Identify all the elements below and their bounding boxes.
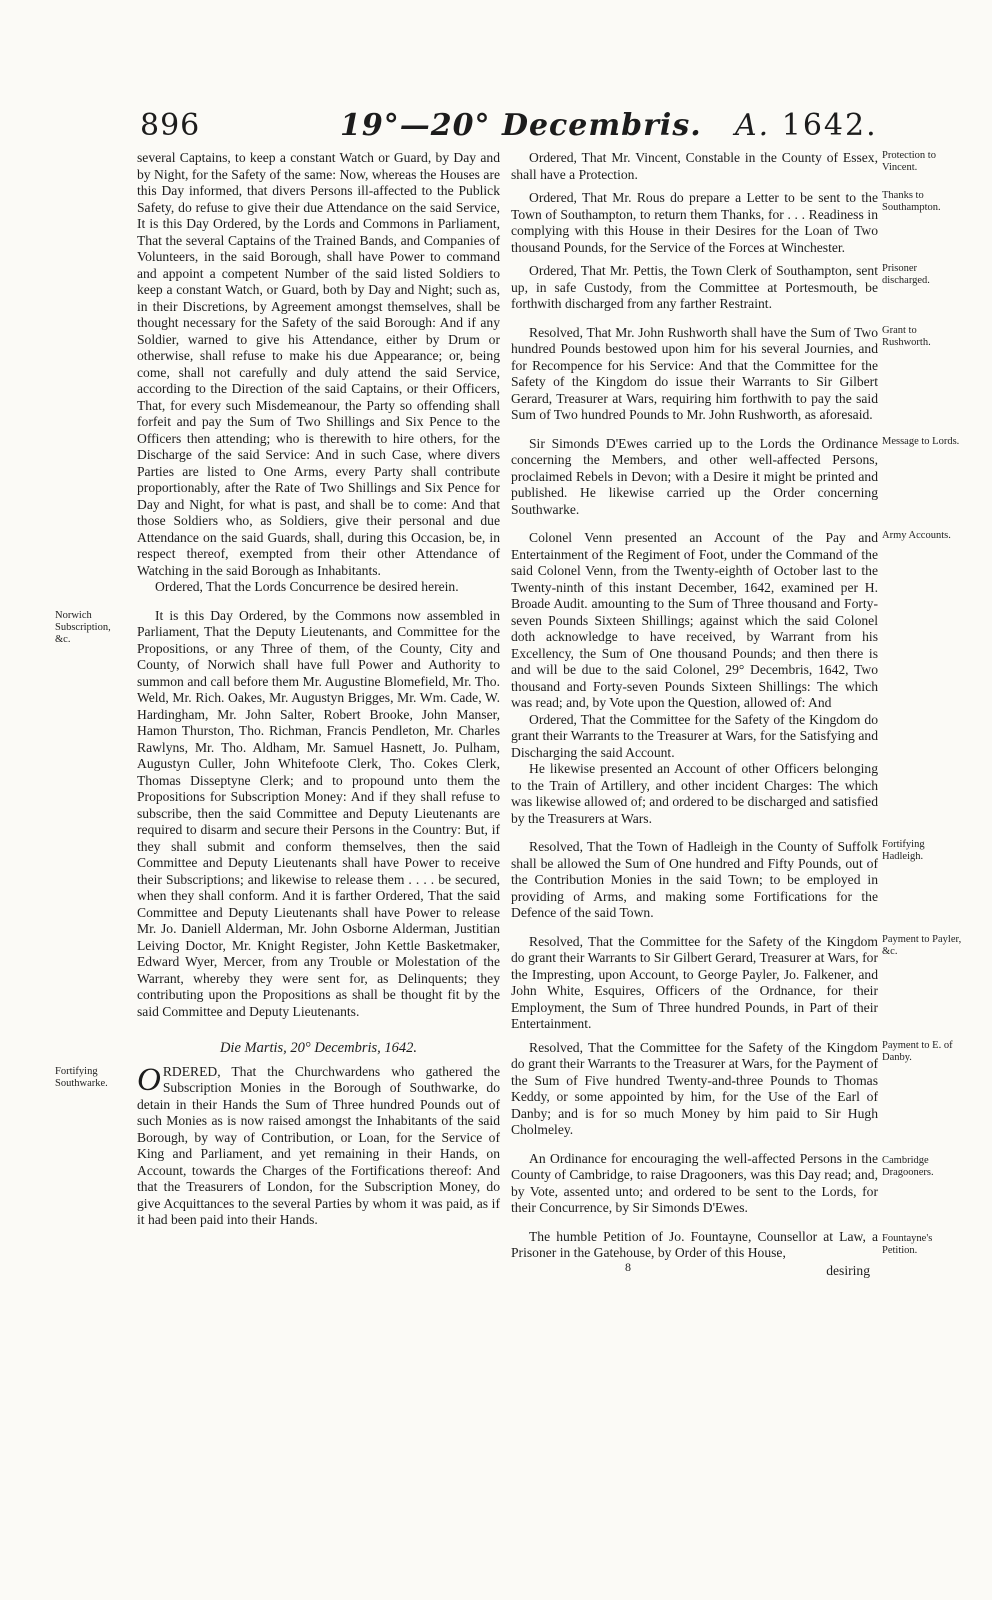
entry-hadleigh xyxy=(511,839,925,922)
norwich-block xyxy=(55,607,500,1021)
paragraph-rushworth: Resolved, That Mr. John Rushworth shall have the Sum of Two hundred Pounds bestowed upon him for his several Journies, and for Recompence for his Service: And that the Committee for the Safety of the Kingdom do issue their Warrants to Sir Gilbert Gerard, Treasurer at Wars, requiring him forthwith to pay the said Sum of Two hundred Pounds to Mr. John Rushworth, as aforesaid. xyxy=(511,324,878,422)
paragraph-venn: Colonel Venn presented an Account of the Pay and Entertainment of the Regiment of Foot, under the Command of the said Colonel Venn, from the Twenty-eighth of October last to the Twenty-ninth of this instant December, 1642, examined per H. Broade Audit. amounting to the Sum of Three thousand and Forty-seven Pounds Sixteen Shillings; against which the said Colonel doth acknowledge to have received, by Warrant from his Excellency, the Sum of One thousand Pounds; and then there is and will be due to the said Colonel, 29° Decembris, 1642, Two thousand and Forty-seven Pounds Sixteen Shillings: The which was read; and, by Vote upon the Question, allowed of: And xyxy=(511,530,878,710)
entry-fountayne xyxy=(511,1228,933,1280)
paragraph-southwarke-text: RDERED, That the Churchwardens who gathered the Subscription Monies in the Borough of Southwarke, do detain in their Hands the Sum of Three hundred Pounds out of such Monies as is now raised amongst the Inhabitants of the said Borough, by way of Contribution, or Loan, for the Service of King and Parliament, and yet remaining in their Hands, on Account, towards the Charges of the Fortifications thereof: And that the Treasurers of London, for the Subscription Money, do give Acquittances to the several Parties by whom it was paid, as if it had been paid into their Hands. xyxy=(137,1063,500,1227)
margin-note-message: Message to Lords. xyxy=(882,435,960,447)
day-heading: Die Martis, 20° Decembris, 1642. xyxy=(219,1040,418,1056)
paragraph-southampton: Ordered, That Mr. Rous do prepare a Letter to be sent to the Town of Southampton, to return them Thanks, for . . . Readiness in complying with this House in their Desires for the Loan of Two thousand Pounds, for the Service of the Forces at Winchester. xyxy=(511,190,878,255)
margin-note-payler: Payment to Payler, &c. xyxy=(882,933,962,957)
catchword: desiring xyxy=(826,1263,870,1278)
paragraph-payler: Resolved, That the Committee for the Safety of the Kingdom do grant their Warrants to Sir Gilbert Gerard, Treasurer at Wars, for the Impresting, upon Account, to George Payler, Jo. Falkener, and John White, Esquires, Officers of the Ordnance, for their Employment, the Sum of Three hundred Pounds, in Part of their Entertainment. xyxy=(511,933,878,1031)
entry-dewes xyxy=(511,435,960,519)
year-number: 1642. xyxy=(781,108,878,143)
margin-note-fortifying-southwarke: Fortifying Southwarke. xyxy=(55,1065,108,1089)
southwarke-block xyxy=(55,1061,500,1229)
margin-note-cambridge: Cambridge Dragooners. xyxy=(882,1154,934,1178)
signature-mark: 8 xyxy=(625,1260,631,1274)
drop-cap: O xyxy=(137,1061,161,1098)
margin-note-prisoner: Prisoner discharged. xyxy=(882,263,930,286)
page-number: 896 xyxy=(140,108,201,143)
paragraph-hadleigh: Resolved, That the Town of Hadleigh in the County of Suffolk shall be allowed the Sum of One hundred and Fifty Pounds, out of the Contribution Monies in the said Town; to be employed in providing of Arms, and making some Fortifications for the Defence of the said Town. xyxy=(511,839,878,920)
paragraph-norwich-subscription: It is this Day Ordered, by the Commons now assembled in Parliament, That the Deputy Lieutenants, and Committee for the Propositions, or any Three of them, of the County, City and County, of Norwich shall have full Power and Authority to summon and call before them Mr. Augustine Blomefield, Mr. Tho. Weld, Mr. Rich. Oakes, Mr. Augustyn Brigges, Mr. Wm. Cade, W. Hardingham, Mr. John Salter, Robert Brooke, John Manser, Hamon Thurston, Tho. Richman, Francis Pendleton, Mr. Charles Rawlyns, Mr. Tho. Aldham, Mr. Samuel Hasnett, Jo. Pulham, Augustyn Culler, John Whitefoote Clerk, Tho. Cokes Clerk, Thomas Disseptyne Clerk; and to propound unto them the Propositions for Subscription Money: And if they shall refuse to subscribe, then the said Committee and Deputy Lieutenants are required to disarm and secure their Persons in the Country: But, if they shall submit and conform themselves, then the said Committee and Deputy Lieutenants shall have Power to receive their Subscriptions; and likewise to release them . . . . be secured, when they shall conform. And it is farther Ordered, That the said Committee and Deputy Lieutenants shall have Power to release Mr. Jo. Daniell Alderman, Mr. John Osborne Alderman, Justitian Leiving Doctor, Mr. Knight Register, John Kettle Basketmaker, Edward Wyer, Mercer, from any Trouble or Molestation of the Warrant, whereby they were sent for, as Delinquents; they contributing upon the Propositions as shall be thought fit by the said Committee and Deputy Lieutenants. xyxy=(137,607,500,1019)
margin-note-protection: Protection to Vincent. xyxy=(882,150,936,173)
paragraph-pettis: Ordered, That Mr. Pettis, the Town Clerk of Southampton, sent up, in safe Custody, from the Committee at Portesmouth, be forthwith discharged from any farther Restraint. xyxy=(511,263,878,311)
entry-cambridge xyxy=(511,1150,934,1217)
margin-note-norwich: Norwich Subscription, &c. xyxy=(55,609,111,645)
paragraph-southwarke xyxy=(137,1061,500,1229)
paragraph-venn-order: Ordered, That the Committee for the Safety of the Kingdom do grant their Warrants to the Treasurer at Wars, for the Satisfying and Discharging the said Account. xyxy=(511,711,878,760)
right-column xyxy=(511,150,962,1280)
year-heading xyxy=(735,108,878,143)
margin-note-fountayne: Fountayne's Petition. xyxy=(882,1232,933,1256)
margin-note-danby: Payment to E. of Danby. xyxy=(882,1039,953,1063)
entry-venn xyxy=(511,530,951,712)
paragraph-dewes: Sir Simonds D'Ewes carried up to the Lords the Ordinance concerning the Members, and other well-affected Persons, proclaimed Rebels in Devon; with a Desire it might be printed and published. He likewise carried up the Order concerning Southwarke. xyxy=(511,435,878,517)
paragraph-lords-concurrence: Ordered, That the Lords Concurrence be desired herein. xyxy=(155,579,459,594)
running-title: 19°—20° Decembris. xyxy=(340,108,702,143)
paragraph-fountayne: The humble Petition of Jo. Fountayne, Counsellor at Law, a Prisoner in the Gatehouse, by Order of this House, xyxy=(511,1228,878,1260)
margin-note-army: Army Accounts. xyxy=(882,530,951,541)
entry-rushworth xyxy=(511,324,931,424)
margin-note-hadleigh: Fortifying Hadleigh. xyxy=(882,839,925,862)
entry-southampton xyxy=(511,190,941,256)
entry-pettis xyxy=(511,263,930,313)
entry-danby xyxy=(511,1039,953,1139)
paragraph-cambridge: An Ordinance for encouraging the well-affected Persons in the County of Cambridge, to raise Dragooners, was this Day read; and, by Vote, assented unto; and ordered to be sent to the Lords, for their Concurrence, by Sir Simonds D'Ewes. xyxy=(511,1150,878,1215)
entry-payler xyxy=(511,933,962,1033)
entry-vincent xyxy=(511,150,936,183)
left-column xyxy=(55,150,500,1229)
margin-note-thanks: Thanks to Southampton. xyxy=(882,190,941,213)
page-header xyxy=(0,108,992,148)
margin-note-rushworth: Grant to Rushworth. xyxy=(882,324,931,348)
paragraph-artillery: He likewise presented an Account of other Officers belonging to the Train of Artillery, and other incident Charges: The which was likewise allowed of; and ordered to be discharged and satisfied by the Treasurers at Wars. xyxy=(511,761,878,826)
paragraph-watch-guard: several Captains, to keep a constant Watch or Guard, by Day and by Night, for the Safety of the same: Now, whereas the Houses are this Day informed, that divers Persons ill-affected to the Publick Safety, do refuse to give their due Attendance on the said Service, It is this Day Ordered, by the Lords and Commons in Parliament, That the several Captains of the Trained Bands, and Companies of Volunteers, in the said Borough, shall have Power to command and appoint a competent Number of the said listed Soldiers to keep a constant Watch, or Guard, both by Day and Night; such as, in their Discretions, by Agreement amongst themselves, shall be thought necessary for the Safety of the said Borough: And if any Soldier, warned to give his Attendance, either by Drum or otherwise, shall refuse to make his due Appearance; or, being come, shall not carefully and duly attend the said Service, according to the Direction of the said Captains, or their Officers, That, for every such Misdemeanour, the Party so offending shall forfeit and pay the Sum of Two Shillings and Six Pence to the Officers then attending; who is therewith to hire others, for the Discharge of the said Service: And in such Case, where divers Parties are listed to One Arms, every Party shall contribute proportionably, after the Rate of Two Shillings and Six Pence for Day and Night, for what is past, and shall be to come: And that those Soldiers who, as Soldiers, give their personal and due Attendance on the said Guards, shall, during this Occasion, be, in respect thereof, exempted from their other Attendance of Watching in the said Borough as Inhabitants. xyxy=(137,150,500,578)
year-letter: A. xyxy=(735,108,771,143)
paragraph-vincent: Ordered, That Mr. Vincent, Constable in the County of Essex, shall have a Protection. xyxy=(511,150,878,182)
paragraph-danby: Resolved, That the Committee for the Safety of the Kingdom do grant their Warrants to the Treasurer at Wars, for the Payment of the Sum of Five hundred Twenty-and-three Pounds to Thomas Keddy, or some appointed by him, for the Use of the Earl of Danby; and is for so much Money by him paid to Sir Hugh Cholmeley. xyxy=(511,1039,878,1137)
